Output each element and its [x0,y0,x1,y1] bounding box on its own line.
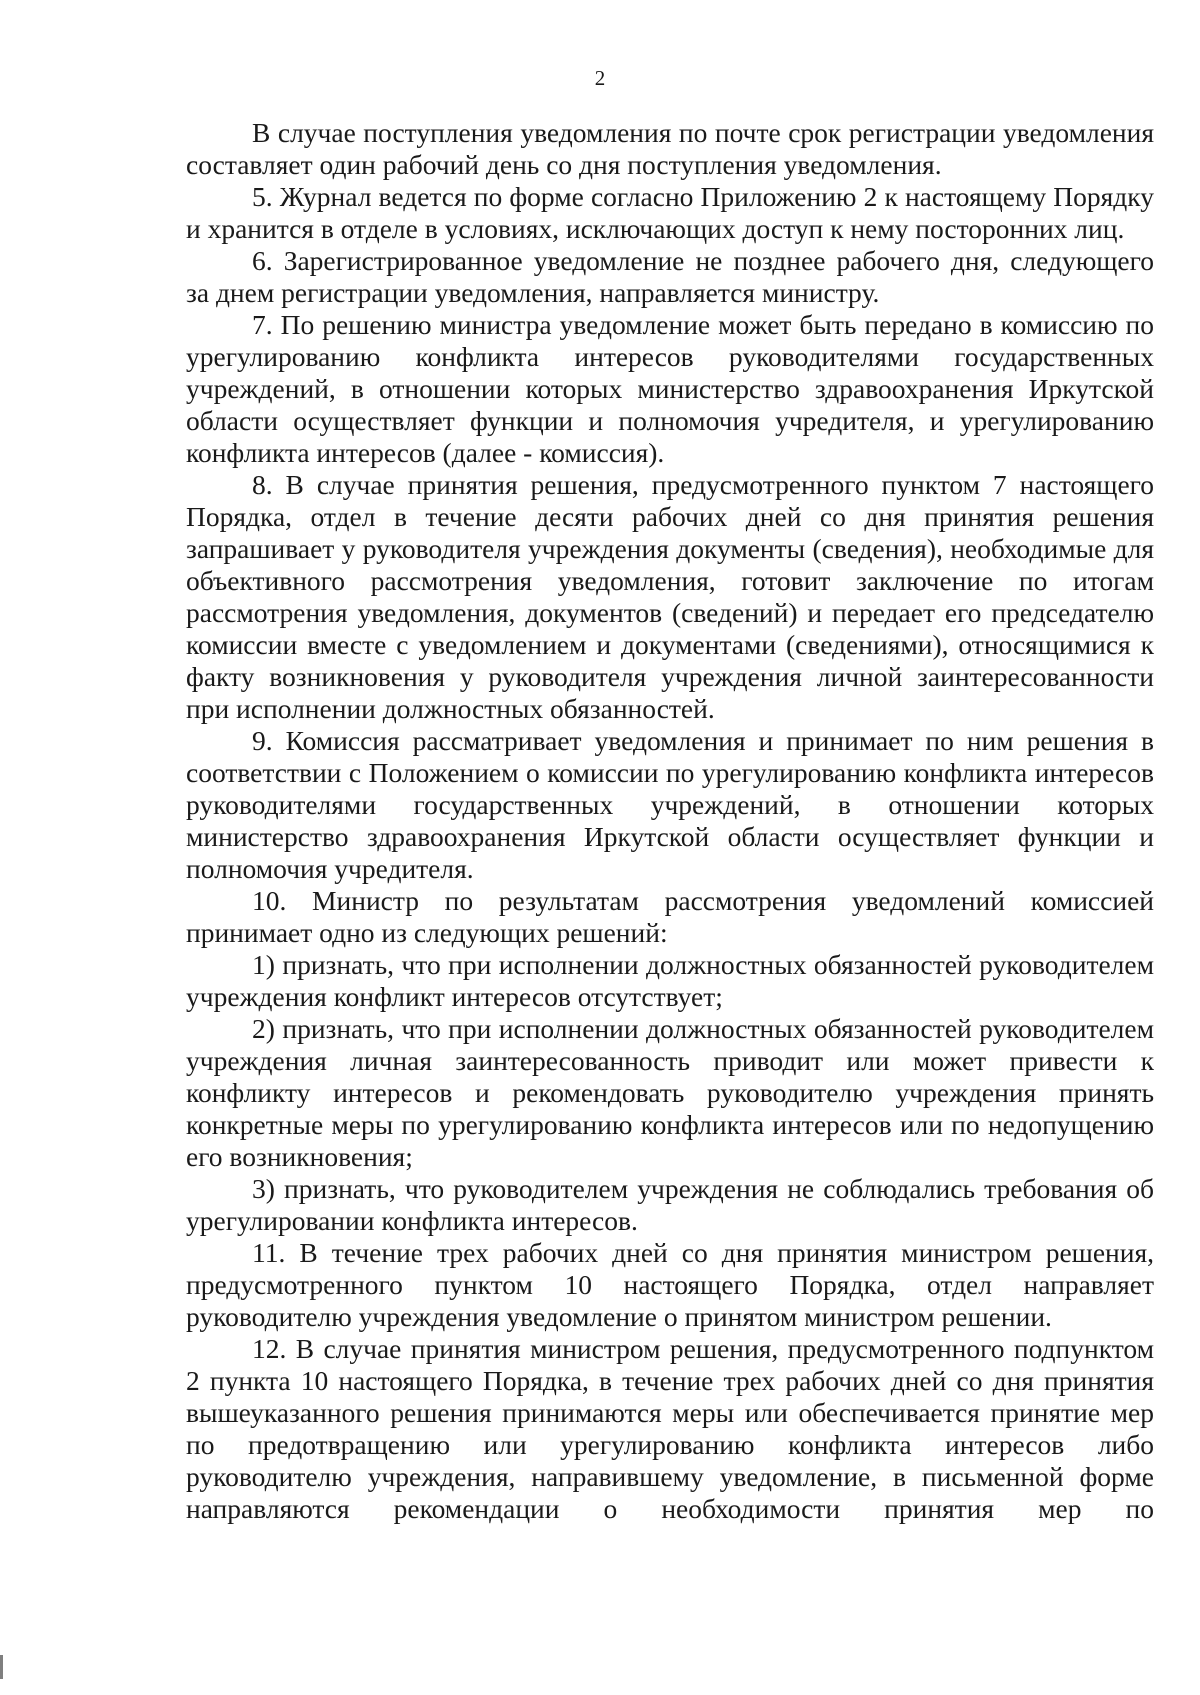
paragraph-item-9: 9. Комиссия рассматривает уведомления и принимает по ним решения в соответствии с Положением о комиссии по урегулированию конфликта интересов руководителями государственных учреждений, в отношении которых министерство здравоохранения Иркутской области осуществляет функции и полномочия учредителя. [186,725,1154,884]
paragraph-item-7: 7. По решению министра уведомление может быть передано в комиссию по урегулированию конфликта интересов руководителями государственных учреждений, в отношении которых министерство здравоохранения Иркутской области осуществляет функции и полномочия учредителя, и урегулированию конфликта интересов (далее - комиссия). [186,309,1154,468]
paragraph-subitem-2: 2) признать, что при исполнении должностных обязанностей руководителем учреждения личная заинтересованность приводит или может привести к конфликту интересов и рекомендовать руководителю учреждения принять конкретные меры по урегулированию конфликта интересов или по недопущению его возникновения; [186,1013,1154,1172]
paragraph-item-8: 8. В случае принятия решения, предусмотренного пунктом 7 настоящего Порядка, отдел в течение десяти рабочих дней со дня принятия решения запрашивает у руководителя учреждения документы (сведения), необходимые для объективного рассмотрения уведомления, готовит заключение по итогам рассмотрения уведомления, документов (сведений) и передает его председателю комиссии вместе с уведомлением и документами (сведениями), относящимися к факту возникновения у руководителя учреждения личной заинтересованности при исполнении должностных обязанностей. [186,469,1154,724]
paragraph-postal-registration: В случае поступления уведомления по почте срок регистрации уведомления составляет один рабочий день со дня поступления уведомления. [186,117,1154,180]
paragraph-item-6: 6. Зарегистрированное уведомление не позднее рабочего дня, следующего за днем регистрации уведомления, направляется министру. [186,245,1154,308]
document-body [186,117,1154,1525]
page-number: 2 [594,66,606,90]
scan-edge-mark [0,1655,10,1679]
paragraph-item-10: 10. Министр по результатам рассмотрения уведомлений комиссией принимает одно из следующих решений: [186,885,1154,948]
paragraph-subitem-1: 1) признать, что при исполнении должностных обязанностей руководителем учреждения конфликт интересов отсутствует; [186,949,1154,1012]
paragraph-item-5: 5. Журнал ведется по форме согласно Приложению 2 к настоящему Порядку и хранится в отделе в условиях, исключающих доступ к нему посторонних лиц. [186,181,1154,244]
paragraph-subitem-3: 3) признать, что руководителем учреждения не соблюдались требования об урегулировании конфликта интересов. [186,1173,1154,1236]
paragraph-item-11: 11. В течение трех рабочих дней со дня принятия министром решения, предусмотренного пунктом 10 настоящего Порядка, отдел направляет руководителю учреждения уведомление о принятом министром решении. [186,1237,1154,1332]
paragraph-item-12: 12. В случае принятия министром решения, предусмотренного подпунктом 2 пункта 10 настоящего Порядка, в течение трех рабочих дней со дня принятия вышеуказанного решения принимаются меры или обеспечивается принятие мер по предотвращению или урегулированию конфликта интересов либо руководителю учреждения, направившему уведомление, в письменной форме направляются рекомендации о необходимости принятия мер по [186,1333,1154,1524]
